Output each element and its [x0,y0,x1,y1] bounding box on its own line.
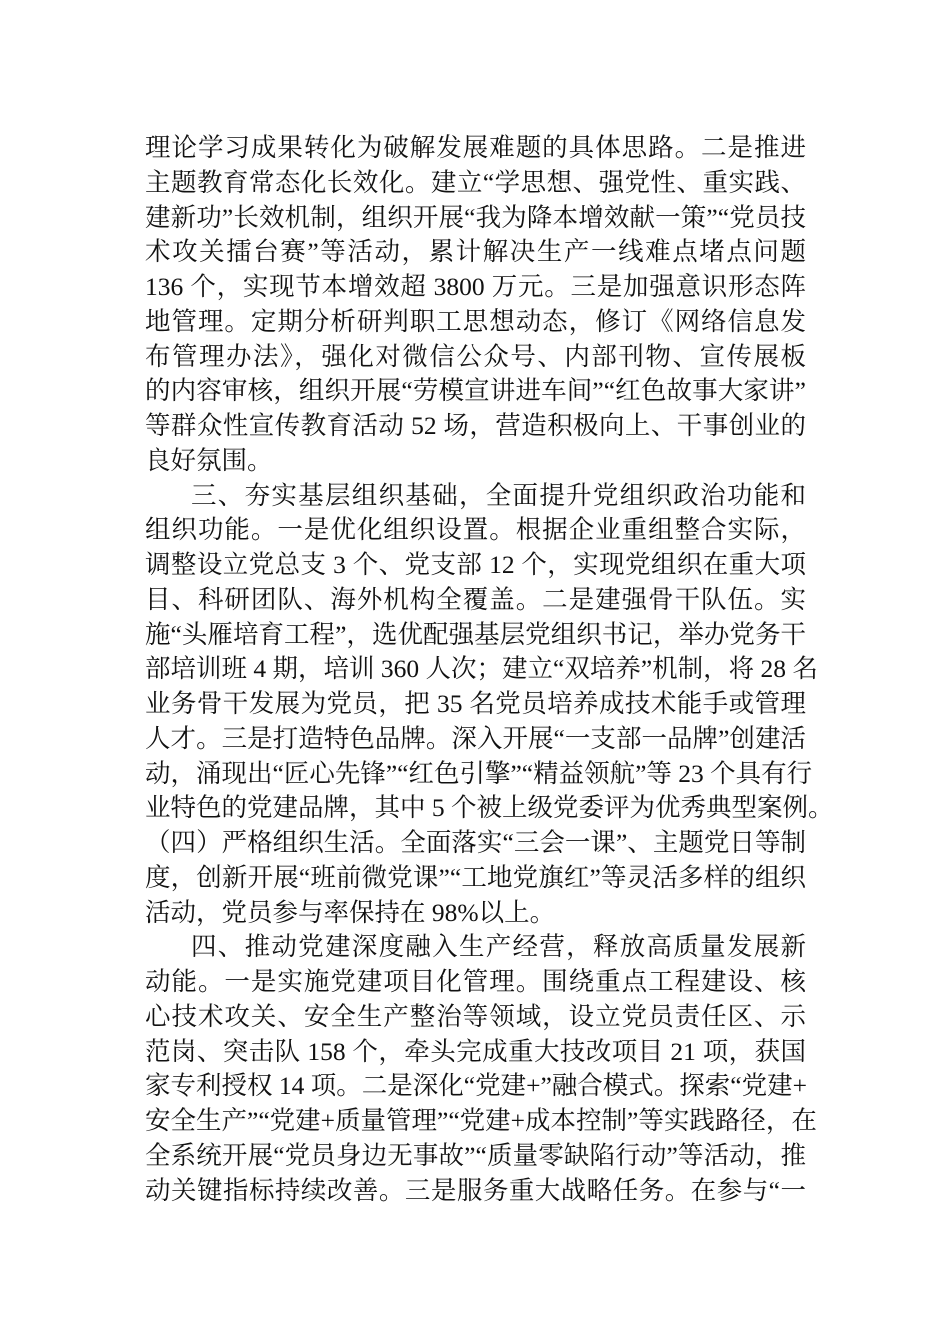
text-line: 家专利授权 14 项。二是深化“党建+”融合模式。探索“党建+ [145,1071,807,1101]
text-line: 心技术攻关、安全生产整治等领域，设立党员责任区、示 [145,1001,806,1031]
text-line: 调整设立党总支 3 个、党支部 12 个，实现党组织在重大项 [145,550,806,579]
text-line: 活动，党员参与率保持在 98%以上。 [145,897,556,927]
text-line: 业特色的党建品牌，其中 5 个被上级党委评为优秀典型案例。 [145,793,834,823]
text-line: 组织功能。一是优化组织设置。根据企业重组整合实际， [145,515,806,545]
text-line: 良好氛围。 [145,445,273,475]
text-line: 全系统开展“党员身边无事故”“质量零缺陷行动”等活动，推 [145,1140,806,1170]
text-line: 动，涌现出“匠心先锋”“红色引擎”“精益领航”等 23 个具有行 [145,758,813,788]
text-line: 业务骨干发展为党员，把 35 名党员培养成技术能手或管理 [145,689,806,718]
text-line: 建新功”长效机制，组织开展“我为降本增效献一策”“党员技 [145,202,806,232]
text-line: 术攻关擂台赛”等活动，累计解决生产一线难点堵点问题 [145,237,806,267]
text-line: 136 个，实现节本增效超 3800 万元。三是加强意识形态阵 [145,272,806,301]
text-line: 布管理办法》，强化对微信公众号、内部刊物、宣传展板 [145,341,806,371]
text-line: 理论学习成果转化为破解发展难题的具体思路。二是推进 [145,133,806,162]
text-line: 动能。一是实施党建项目化管理。围绕重点工程建设、核 [145,967,806,996]
text-line: 地管理。定期分析研判职工思想动态，修订《网络信息发 [145,306,806,336]
text-line: 等群众性宣传教育活动 52 场，营造积极向上、干事创业的 [145,411,806,440]
body-text [145,131,834,1208]
text-line: 范岗、突击队 158 个，牵头完成重大技改项目 21 项，获国 [145,1036,806,1066]
text-line: 的内容审核，组织开展“劳模宣讲进车间”“红色故事大家讲” [145,376,806,406]
section-heading-line: 四、推动党建深度融入生产经营，释放高质量发展新 [191,932,806,962]
text-line: 度，创新开展“班前微党课”“工地党旗红”等灵活多样的组织 [145,862,806,892]
section-heading-line: 三、夯实基层组织基础，全面提升党组织政治功能和 [191,480,806,510]
text-line: 施“头雁培育工程”，选优配强基层党组织书记，举办党务干 [145,619,806,649]
text-line: （四）严格组织生活。全面落实“三会一课”、主题党日等制 [145,828,806,857]
text-line: 人才。三是打造特色品牌。深入开展“一支部一品牌”创建活 [145,723,806,753]
text-line: 主题教育常态化长效化。建立“学思想、强党性、重实践、 [145,167,806,197]
text-line: 安全生产”“党建+质量管理”“党建+成本控制”等实践路径，在 [145,1106,817,1135]
text-line: 目、科研团队、海外机构全覆盖。二是建强骨干队伍。实 [145,584,806,614]
text-line: 部培训班 4 期，培训 360 人次；建立“双培养”机制，将 28 名 [145,654,818,684]
text-line: 动关键指标持续改善。三是服务重大战略任务。在参与“一 [145,1175,806,1205]
